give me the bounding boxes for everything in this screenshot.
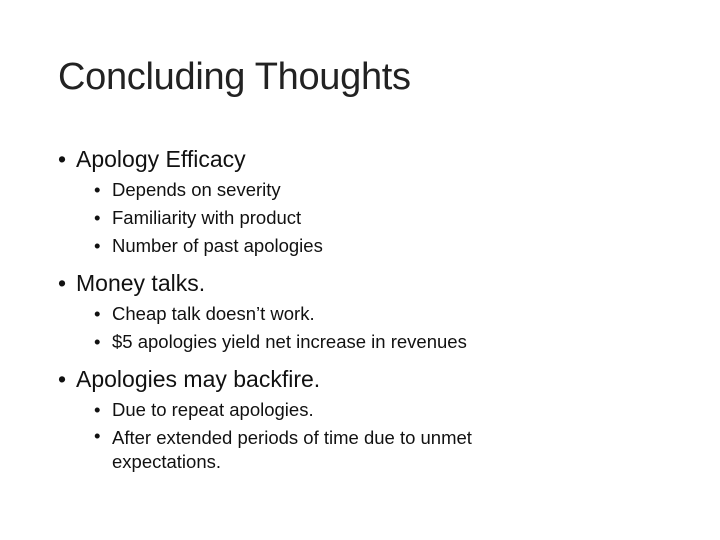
bullet-icon: • <box>94 425 101 446</box>
bullet-point <box>58 360 678 398</box>
sub-bullet-text: $5 apologies yield net increase in revenues <box>112 331 467 352</box>
sub-bullet-text: Number of past apologies <box>112 235 323 256</box>
sub-bullet-text: After extended periods of time due to unmet expectations. <box>112 427 472 472</box>
bullet-icon: • <box>94 303 101 324</box>
bullet-icon: • <box>58 270 67 296</box>
bullet-group-apologies-backfire <box>58 360 678 474</box>
sub-bullet-point <box>94 396 678 424</box>
bullet-icon: • <box>94 235 101 256</box>
sub-bullet-point <box>94 328 678 356</box>
bullet-icon: • <box>58 146 67 172</box>
bullet-list <box>58 140 678 478</box>
sub-bullet-list <box>58 396 678 474</box>
sub-bullet-list <box>58 176 678 260</box>
bullet-point <box>58 140 678 178</box>
sub-bullet-text: Due to repeat apologies. <box>112 399 314 420</box>
bullet-icon: • <box>94 207 101 228</box>
sub-bullet-point <box>94 232 678 260</box>
bullet-text: Apologies may backfire. <box>76 366 321 392</box>
sub-bullet-text: Familiarity with product <box>112 207 302 228</box>
bullet-text: Money talks. <box>76 270 206 296</box>
bullet-group-money-talks <box>58 264 678 356</box>
sub-bullet-point <box>94 176 678 204</box>
bullet-icon: • <box>94 179 101 200</box>
sub-bullet-text: Depends on severity <box>112 179 281 200</box>
bullet-point <box>58 264 678 302</box>
sub-bullet-point <box>94 424 572 474</box>
bullet-icon: • <box>58 366 67 392</box>
sub-bullet-point <box>94 300 678 328</box>
sub-bullet-point <box>94 204 678 232</box>
bullet-text: Apology Efficacy <box>76 146 246 172</box>
bullet-group-apology-efficacy <box>58 140 678 260</box>
sub-bullet-list <box>58 300 678 356</box>
sub-bullet-text: Cheap talk doesn’t work. <box>112 303 315 324</box>
slide-title: Concluding Thoughts <box>58 56 411 98</box>
bullet-icon: • <box>94 331 101 352</box>
bullet-icon: • <box>94 399 101 420</box>
